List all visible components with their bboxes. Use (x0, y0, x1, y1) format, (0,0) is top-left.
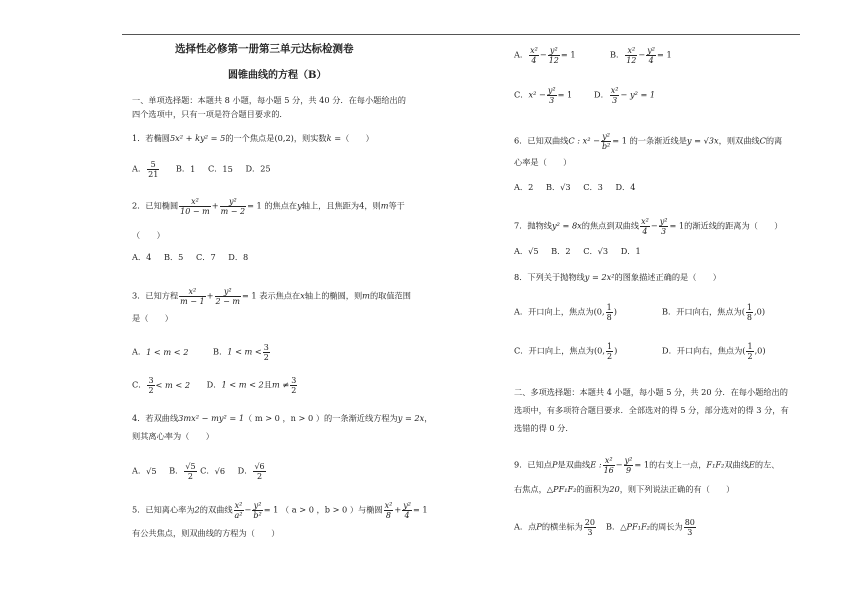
question-6-stem: 6．已知双曲线C : x² − $\frac{\text{y²}}{\text{b²}}$ = 1 的一条渐近线是y = √3x，则双曲线C的离 (514, 132, 783, 151)
question-5-option-d: D． $\frac{\text{x²}}{3}$ − y² = 1 (594, 86, 656, 105)
question-3-stem-2: 是（ ） (132, 313, 173, 323)
question-3-options-cd: C． $\frac{3}{2}$ < m < 2 D．1 < m < 2且m ≠ $\frac{3}{2}$ (132, 376, 297, 395)
question-6-stem-2: 心率是（ ） (514, 157, 572, 167)
question-1-options: A． $\frac{5}{21}$ B．1 C．15 D．25 (132, 160, 271, 179)
question-7-stem: 7．抛物线y² = 8x的焦点到双曲线 $\frac{\text{x²}}{4}$ − $\frac{\text{y²}}{3}$ = 1的渐近线的距离为（ ） (514, 217, 783, 236)
page-title: 选择性必修第一册第三单元达标检测卷 (175, 43, 354, 55)
question-6-options: A．2 B．√3 C．3 D．4 (514, 182, 636, 192)
question-4-options: A．√5 B． $\frac{√5}{2}$ C．√6 D． $\frac{√6}{2}$ (132, 462, 265, 481)
question-8-option-c: C．开口向上，焦点为(0, $\frac{1}{2}$ ) (514, 342, 618, 361)
question-4-stem-2: 则其离心率为（ ） (132, 431, 214, 441)
question-1-stem: 1．若椭圆5x² + ky² = 5的一个焦点是(0,2)，则实数k =（ ） (132, 133, 374, 143)
section2-intro-3: 选错的得 0 分． (514, 423, 574, 433)
question-5-option-a: A． $\frac{\text{x²}}{4}$ − $\frac{\text{y²}}{12}$ = 1 (514, 46, 576, 65)
section2-intro-2: 选项中，有多项符合题目要求．全部选对的得 5 分，部分选对的得 3 分，有 (514, 405, 789, 415)
section1-intro-2: 四个选项中，只有一项是符合题目要求的． (132, 109, 288, 119)
question-2-options: A．4 B．5 C．7 D．8 (132, 252, 249, 262)
question-9-stem: 9．已知点P是双曲线E : $\frac{\text{x²}}{16}$ − $\frac{\text{y²}}{9}$ = 1的右支上一点，F₁F₂双曲线E的左、 (514, 456, 780, 475)
question-5-option-c: C．x² − $\frac{\text{y²}}{3}$ = 1 (514, 86, 573, 105)
question-8-option-b: B．开口向右，焦点为( $\frac{1}{8}$ ,0) (662, 303, 766, 322)
question-2-stem: 2．已知椭圆 $\frac{\text{x²}}{10 - m}$ + $\frac{\text{y²}}{m - 2}$ = 1 的焦点在y轴上，且焦距为4，则m等于 (132, 197, 405, 216)
question-9-option-b: B．△PF₁F₂的周长为 $\frac{80}{3}$ (606, 518, 695, 537)
question-5-stem: 5．已知离心率为2的双曲线 $\frac{\text{x²}}{\text{a²}}$ − $\frac{\text{y²}}{\text{b²}}$ = 1 （ a > 0 ，b > 0 ）与椭圆 $\frac{\text{x²}}{8}$ + $\frac{\text{y²}}{4}$ = 1 (132, 501, 428, 520)
question-3-stem: 3．已知方程 $\frac{\text{x²}}{m - 1}$ + $\frac{\text{y²}}{2 - m}$ = 1 表示焦点在x轴上的椭圆，则m的取值范围 (132, 287, 411, 306)
section2-intro-1: 二、多项选择题：本题共 4 小题，每小题 5 分，共 20 分．在每小题给出的 (514, 387, 788, 397)
header-rule (122, 34, 800, 35)
question-9-stem-2: 右焦点，△PF₁F₂的面积为20，则下列说法正确的有（ ） (514, 484, 735, 494)
question-2-paren: （ ） (132, 230, 165, 240)
section1-intro-1: 一、单项选择题：本题共 8 小题，每小题 5 分，共 40 分．在每小题给出的 (132, 95, 406, 105)
question-4-stem: 4．若双曲线3mx² − my² = 1（ m > 0 ，n > 0 ）的一条渐近线方程为y = 2x， (132, 413, 433, 423)
question-8-stem: 8．下列关于抛物线y = 2x²的图象描述正确的是（ ） (514, 272, 721, 282)
page-subtitle: 圆锥曲线的方程（B） (228, 70, 327, 81)
question-7-options: A．√5 B．2 C．√3 D．1 (514, 246, 641, 256)
question-3-options-ab: A．1 < m < 2 B．1 < m < $\frac{3}{2}$ (132, 343, 269, 362)
question-8-option-d: D．开口向右，焦点为( $\frac{1}{2}$ ,0) (662, 342, 766, 361)
question-8-option-a: A．开口向上，焦点为(0, $\frac{1}{8}$ ) (514, 303, 617, 322)
question-5-option-b: B． $\frac{\text{x²}}{12}$ − $\frac{\text{y²}}{4}$ = 1 (610, 46, 672, 65)
question-5-stem-2: 有公共焦点，则双曲线的方程为（ ） (132, 528, 280, 538)
question-9-option-a: A．点P的横坐标为 $\frac{20}{3}$ (514, 518, 595, 537)
